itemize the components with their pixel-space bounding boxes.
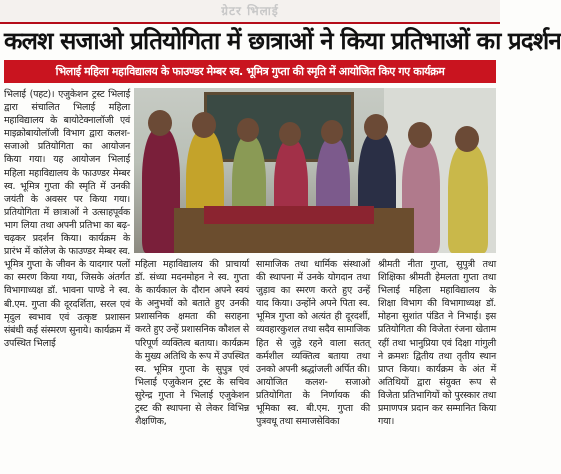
masthead-bar [0,0,500,24]
photo-person [448,144,488,253]
article-column-4: श्रीमती नीता गुप्ता, सुपुत्री तथा शिक्षिका श्रीमती हेमलता गुप्ता तथा भिलाई महिला महाविद्यालय के शिक्षा विभाग की विभागाध्यक्ष डॉ. मोहना सुशांत पंडित ने निभाई। इस प्रतियोगिता की विजेता रंजना खेताम रहीं तथा भानुप्रिया एवं दिक्षा गांगुली ने क्रमशः द्वितीय तथा तृतीय स्थान प्राप्त किया। कार्यक्रम के अंत में अतिथियों द्वारा संयुक्त रूप से विजेता प्रतिभागियों को पुरस्कार तथा प्रमाणपत्र प्रदान कर सम्मानित किया गया। [378,259,496,428]
photo-person-head [455,126,479,152]
article-column-1 [4,88,130,472]
masthead-text: ग्रेटर भिलाई [221,4,279,18]
photo-table-cloth [204,206,374,224]
article-column-2: महिला महाविद्यालय की प्राचार्या डॉ. संध्या मदनमोहन ने स्व. गुप्ता के कार्यकाल के दौरान अपने स्वयं के अनुभवों को बताते हुए उनकी प्रशासनिक क्षमता की सराहना करते हुए उन्हें प्रशासनिक कौशल से परिपूर्ण व्यक्तित्व बताया। कार्यक्रम के मुख्य अतिथि के रूप में उपस्थित स्व. भूमित्र गुप्ता के सुपुत्र एवं भिलाई एजुकेशन ट्रस्ट के सचिव सुरेन्द्र गुप्ता ने भिलाई एजुकेशन ट्रस्ट की स्थापना से लेकर विभिन्न शैक्षणिक, [135,259,249,428]
photo-person-head [192,112,216,138]
sub-headline-banner: भिलाई महिला महाविद्यालय के फाउण्डर मेम्बर स्व. भूमित्र गुप्ता की स्मृति में आयोजित किए गए कार्यक्रम [4,60,496,83]
photo-person-head [321,120,343,144]
article-column-1-text: एजुकेशन ट्रस्ट भिलाई द्वारा संचालित भिलाई महिला महाविद्यालय के बायोटेक्नालॉजी एवं माइक्रोबायोलॉजी विभाग द्वारा कलश- सजाओ प्रतियोगिता का आयोजन किया गया। यह आयोजन भिलाई महिला महाविद्यालय के फाउण्डर मेम्बर स्व. भूमित्र गुप्ता की स्मृति में उनकी जयंती के अवसर पर किया गया। प्रतियोगिता में छात्राओं ने उत्साहपूर्वक भाग लिया तथा अपनी प्रतिभा का बढ़-चढ़कर प्रदर्शन किया। कार्यक्रम के प्रारंभ में कॉलेज के फाउण्डर मेम्बर स्व. भूमित्र गुप्ता के जीवन के यादगार पलों का स्मरण किया गया, जिसके अंतर्गत विभागाध्यक्ष डॉ. भावना पाण्डे ने स्व. बी.एम. गुप्ता की दूरदर्शिता, सरल एवं मृदुल स्वभाव एवं उत्कृष्ट प्रशासन संबंधी कई संस्मरण सुनाये। कार्यक्रम में उपस्थित भिलाई [4,89,130,349]
photo-person-head [279,122,301,146]
event-photo [134,88,496,253]
masthead-stripe [0,22,500,24]
photo-person-head [148,110,172,136]
headline: कलश सजाओ प्रतियोगिता में छात्राओं ने किया प्रतिभाओं का प्रदर्शन [4,27,561,55]
dateline: भिलाई (पहट)। [4,89,55,100]
article-column-3: सामाजिक तथा धार्मिक संस्थाओं की स्थापना में उनके योगदान तथा जुड़ाव का स्मरण करते हुए उन्हें याद किया। उन्होंने अपने पिता स्व. भूमित्र गुप्ता को अत्यंत ही दूरदर्शी, व्यवहारकुशल तथा सदैव सामाजिक हित से जुड़े रहने वाला सतत् कर्मशील व्यक्तित्व बताया तथा उनको अपनी श्रद्धांजली अर्पित की। आयोजित कलश- सजाओ प्रतियोगिता के निर्णायक की भूमिका स्व. बी.एम. गुप्ता की पुत्रवधू तथा समाजसेविका [256,259,370,428]
photo-person-head [237,118,259,142]
photo-person-head [364,114,388,140]
photo-person-head [408,122,432,148]
